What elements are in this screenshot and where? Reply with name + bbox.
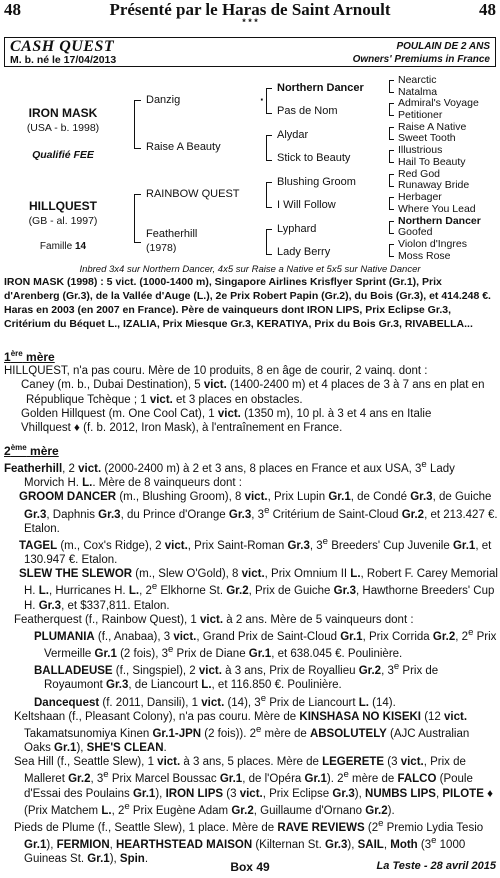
horse-sex-age: POULAIN DE 2 ANS: [396, 41, 490, 52]
produce-dancequest: Dancequest (f. 2011, Dansili), 1 vict. (14), 3e Prix de Liancourt L. (14).: [34, 692, 396, 709]
sire-qualification: Qualifié FEE: [32, 149, 94, 161]
bracket-g3-3: [266, 182, 272, 208]
produce-plumania: PLUMANIA (f., Anabaa), 3 vict., Grand Prix de Saint-Cloud Gr.1, Prix Corrida Gr.2, 2e Prix Vermeille Gr.1 (2 fois), 3e Prix de Diane Gr.1, et 638.045 €. Poulinière.: [34, 627, 497, 660]
gen4-9: Red God: [398, 168, 441, 180]
gen3-7: Lyphard: [277, 223, 317, 235]
sire-summary: IRON MASK (1998) : 5 vict. (1000-1400 m), Singapore Airlines Krisflyer Sprint (Gr.1), Prix d'Arenberg (Gr.3), de la Vallée d'Auge (L.), 2e Prix Robert Papin (Gr.2), du Bois (Gr.3), et 414.248 €. Haras en 2003 (en 2007 en France). Père de vainqueurs dont IRON LIPS, Prix Eclipse Gr.3, Critérium du Béquet L., IZALIA, Prix Miesque Gr.3, KERATIYA, Prix du Bois Gr.3, RIVABELLA...: [4, 276, 491, 330]
gen4-8: Hail To Beauty: [398, 156, 466, 168]
gen4-16: Moss Rose: [398, 250, 451, 262]
produce-keltshaan: Keltshaan (f., Pleasant Colony), n'a pas couru. Mère de KINSHASA NO KISEKI (12 vict. Takamatsunomiya Kinen Gr.1-JPN (2 fois)). 2e mère de ABSOLUTELY (AJC Australian Oaks Gr.1), SHE'S CLEAN.: [14, 710, 470, 754]
horse-name: CASH QUEST: [10, 38, 115, 55]
gen4-5: Raise A Native: [398, 121, 467, 133]
second-dam-heading: 2ème mère: [4, 443, 59, 458]
first-dam-heading: 1ère mère: [4, 349, 55, 364]
dam-origin: (GB - al. 1997): [28, 215, 98, 227]
gen4-12: Where You Lead: [398, 203, 476, 215]
gen3-3: Alydar: [277, 129, 309, 141]
granddam-1: Raise A Beauty: [146, 141, 221, 153]
gen4-15: Violon d'Ingres: [398, 238, 467, 250]
gen4-10: Runaway Bride: [398, 179, 470, 191]
gen3-2: Pas de Nom: [277, 105, 338, 117]
produce-featherquest: Featherquest (f., Rainbow Quest), 1 vict. à 2 ans. Mère de 5 vainqueurs dont :: [14, 613, 414, 626]
bracket-g3-1: [266, 88, 272, 114]
produce-caney: Caney (m. b., Dubai Destination), 5 vict. (1400-2400 m) et 4 places de 3 à 7 ans en plat en République Tchèque ; 1 vict. et 3 places en obstacles.: [21, 379, 485, 406]
sire-origin: (USA - b. 1998): [26, 122, 100, 134]
gen4-4: Petitioner: [398, 109, 443, 121]
produce-vhillquest: Vhillquest ♦ (f. b. 2012, Iron Mask), à l'entraînement en France.: [21, 422, 343, 434]
grandsire-2: RAINBOW QUEST: [146, 188, 240, 200]
produce-groom-dancer: GROOM DANCER (m., Blushing Groom), 8 vict., Prix Lupin Gr.1, de Condé Gr.3, de Guiche Gr.3, Daphnis Gr.3, du Prince d'Orange Gr.3, 3e Critérium de Saint-Cloud Gr.2, et 213.427 €. Etalon.: [19, 491, 498, 535]
dam-featherhill: Featherhill, 2 vict. (2000-2400 m) à 2 et 3 ans, 8 places en France et aux USA, 3e Lady Morvich H. L.. Mère de 8 vainqueurs dont :: [4, 459, 455, 490]
title-stars: * * *: [242, 17, 258, 27]
owners-premiums: Owners' Premiums in France: [352, 54, 490, 65]
first-dam-intro: HILLQUEST, n'a pas couru. Mère de 10 produits, 8 en âge de courir, 2 vainq. dont :: [4, 365, 428, 377]
gen3-6: I Will Follow: [277, 199, 336, 211]
gen3-8: Lady Berry: [277, 246, 331, 258]
sale-date: La Teste - 28 avril 2015: [376, 860, 496, 872]
bracket-sire: [134, 100, 141, 149]
gen4-6: Sweet Tooth: [398, 132, 456, 144]
first-dam-text: [4, 364, 498, 435]
produce-balladeuse: BALLADEUSE (f., Singspiel), 2 vict. à 3 ans, Prix de Royallieu Gr.2, 3e Prix de Royaumont Gr.3, de Liancourt L., et 116.850 €. Poulinière.: [34, 661, 439, 692]
gen4-7: Illustrious: [398, 144, 443, 156]
gen4-11: Herbager: [398, 191, 442, 203]
granddam-2-year: (1978): [146, 242, 177, 254]
produce-sea-hill: Sea Hill (f., Seattle Slew), 1 vict. à 3 ans, 5 places. Mère de LEGERETE (3 vict., Prix de Malleret Gr.2, 3e Prix Marcel Boussac Gr.1, de l'Opéra Gr.1). 2e mère de FALCO (Poule d'Essai des Poulains Gr.1), IRON LIPS (3 vict., Prix Eclipse Gr.3), NUMBS LIPS, PILOTE ♦ (Prix Matchem L., 2e Prix Eugène Adam Gr.2, Guillaume d'Ornano Gr.2).: [14, 756, 493, 817]
inbreeding-note: Inbred 3x4 sur Northern Dancer, 4x5 sur Raise a Native et 5x5 sur Native Dancer: [79, 264, 421, 275]
gen4-14: Goofed: [398, 226, 433, 238]
dam-family: Famille 14: [39, 241, 87, 252]
gen4-3: Admiral's Voyage: [398, 97, 479, 109]
gen4-1: Nearctic: [398, 74, 437, 86]
produce-slew-the-slewor: SLEW THE SLEWOR (m., Slew O'Gold), 8 vict., Prix Omnium II L., Robert F. Carey Memorial H. L., Hurricanes H. L., 2e Elkhorne St. Gr.2, Prix de Guiche Gr.3, Hawthorne Breeders' Cup H. Gr.3, et $337,811. Etalon.: [19, 568, 498, 612]
second-dam-text: [4, 459, 498, 866]
bracket-g3-4: [266, 229, 272, 255]
produce-golden-hillquest: Golden Hillquest (m. One Cool Cat), 1 vict. (1350 m), 10 pl. à 3 et 4 ans en Italie: [21, 407, 432, 420]
page-number-left: 48: [4, 0, 21, 19]
page-title: Présenté par le Haras de Saint Arnoult: [109, 0, 391, 19]
gen3-5: Blushing Groom: [277, 176, 356, 188]
box-number: Box 49: [230, 860, 270, 874]
gen3-1: Northern Dancer: [277, 82, 364, 94]
gen4-2: Natalma: [398, 86, 438, 98]
horse-birth: M. b. né le 17/04/2013: [10, 54, 117, 66]
gen4-13: Northern Dancer: [398, 215, 481, 227]
granddam-2: Featherhill: [146, 228, 198, 240]
page-number-right: 48: [479, 0, 496, 19]
sire-name: IRON MASK: [28, 106, 98, 120]
dam-name: HILLQUEST: [29, 199, 97, 213]
page-header: [0, 0, 500, 28]
grandsire-1: Danzig: [146, 94, 181, 106]
produce-tagel: TAGEL (m., Cox's Ridge), 2 vict., Prix Saint-Roman Gr.3, 3e Breeders' Cup Juvenile Gr.1, et 130.947 €. Etalon.: [19, 535, 492, 566]
produce-pieds-de-plume: Pieds de Plume (f., Seattle Slew), 1 place. Mère de RAVE REVIEWS (2e Premio Lydia Tesio Gr.1), FERMION, HEARTHSTEAD MAISON (Kilternan St. Gr.3), SAIL, Moth (3e 1000 Guineas St. Gr.1), Spin.: [14, 817, 484, 866]
gen3-4: Stick to Beauty: [277, 152, 351, 164]
page-footer: [0, 860, 500, 878]
pedigree-table: IRON MASK (USA - b. 1998) Qualifié FEE HILLQUEST (GB - al. 1997) Famille 14 Danzig Raise A Beauty RAINBOW QUEST Featherhill (1978) · Northern Dancer Pas de Nom Alydar Stick to Beauty Blushing Groom I Will Follow Lyphard Lady Berry Nearctic Natalma Admiral's Voyage Petitioner Raise A Native Sweet Tooth Illustrious Hail To Beauty Red God Runaway Bride Herbager Where You Lead Northern Dancer Goofed Violon d'Ingres Moss Rose: [0, 70, 500, 266]
horse-title-box: [4, 37, 496, 67]
bracket-g3-2: [266, 135, 272, 161]
bracket-dam: [134, 194, 141, 243]
